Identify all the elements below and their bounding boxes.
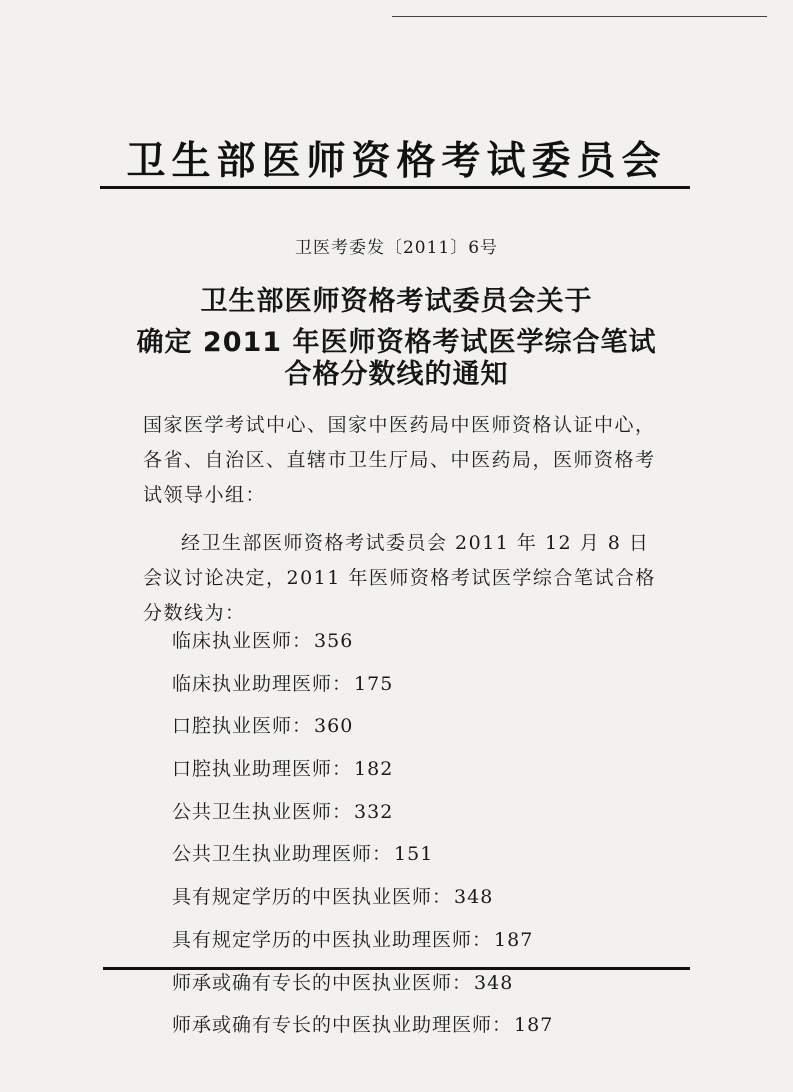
score-label: 具有规定学历的中医执业医师： [172, 886, 453, 909]
score-list [172, 620, 553, 1047]
score-item [172, 791, 553, 834]
org-header-title: 卫生部医师资格考试委员会 [126, 138, 667, 184]
document-title-line-1: 卫生部医师资格考试委员会关于 [200, 286, 593, 317]
score-value: 187 [514, 1014, 554, 1037]
score-value: 182 [354, 758, 394, 781]
header-rule [100, 186, 690, 189]
score-item [172, 833, 553, 876]
bottom-rule [103, 967, 690, 970]
score-value: 348 [474, 971, 514, 994]
score-label: 口腔执业医师： [172, 715, 313, 738]
score-value: 187 [494, 928, 534, 951]
score-label: 口腔执业助理医师： [172, 758, 353, 781]
score-value: 348 [454, 886, 494, 909]
document-title-line-2: 确定 2011 年医师资格考试医学综合笔试 [136, 327, 657, 358]
score-label: 师承或确有专长的中医执业医师： [172, 971, 473, 994]
score-value: 151 [394, 843, 434, 866]
score-item [172, 705, 553, 748]
top-thin-rule [392, 16, 767, 17]
addressee-paragraph: 国家医学考试中心、国家中医药局中医师资格认证中心，各省、自治区、直辖市卫生厅局、中医药局，医师资格考试领导小组： [143, 414, 656, 506]
score-label: 临床执业医师： [172, 630, 313, 652]
score-item [172, 876, 553, 919]
score-item [172, 1004, 553, 1047]
score-item [172, 748, 553, 791]
score-item [172, 919, 553, 962]
decision-paragraph: 经卫生部医师资格考试委员会 2011 年 12 月 8 日会议讨论决定，2011 年医师资格考试医学综合笔试合格分数线为： [143, 532, 656, 624]
score-value: 360 [314, 715, 354, 738]
document-number: 卫医考委发〔2011〕6号 [294, 238, 499, 258]
score-label: 公共卫生执业医师： [172, 800, 353, 823]
score-label: 公共卫生执业助理医师： [172, 843, 393, 866]
document-title-line-3: 合格分数线的通知 [284, 359, 509, 390]
score-label: 师承或确有专长的中医执业助理医师： [172, 1014, 513, 1037]
score-value: 175 [354, 672, 394, 695]
score-label: 临床执业助理医师： [172, 672, 353, 695]
score-item [172, 663, 553, 706]
score-value: 356 [314, 630, 354, 652]
score-value: 332 [354, 800, 394, 823]
score-item [172, 620, 553, 663]
score-label: 具有规定学历的中医执业助理医师： [172, 928, 493, 951]
